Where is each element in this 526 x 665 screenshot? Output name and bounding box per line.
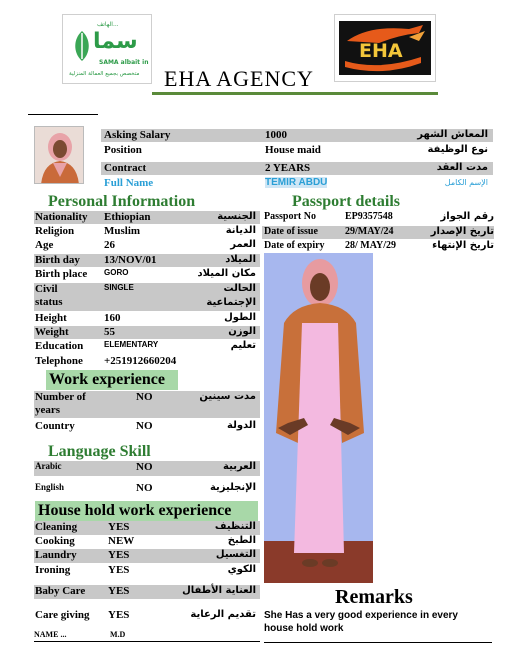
row-value: YES [108,549,130,561]
row-arabic-label: الجنسية [217,211,256,222]
sama-logo-line3: متخصص بجميع العمالة المنزلية [69,71,140,77]
row-arabic-label: التغسيل [215,549,256,560]
row-value: GORO [104,268,129,277]
remarks-text: She Has a very good experience in every house hold work [264,610,458,634]
remarks-underline [264,642,492,643]
row-arabic-label: الإنجليزية [209,482,256,493]
row-label: Date of expiry [264,240,325,251]
row-label: Care giving [35,609,90,621]
row-label-line2: status [35,296,63,308]
row-arabic-label: الحالت [223,283,256,294]
row-arabic-label: التنظيف [214,521,256,532]
row-arabic-label: العربية [223,461,256,472]
passport-details-title: Passport details [292,193,400,210]
sama-logo [62,14,152,84]
name-footer-value: M.D [110,630,126,639]
row-value: Ethiopian [104,211,151,223]
row-arabic-label: العمر [230,239,256,250]
row-label: Birth place [35,268,88,280]
row-label: Birth day [35,254,80,266]
sama-logo-line1: الهاتف... [97,21,119,28]
work-experience-title: Work experience [49,371,165,388]
row-value: NEW [108,535,135,547]
row-value: 160 [104,312,121,324]
row-arabic-label: الدولة [227,420,256,431]
footer-line [34,641,260,642]
row-arabic-label: رقم الجواز [440,211,494,222]
row-arabic-label: الكوي [227,564,256,575]
full-name-ar: الإسم الكامل [444,178,488,187]
row-label: Baby Care [35,585,86,597]
row-value: NO [136,420,153,432]
personal-info-title: Personal Information [48,193,196,210]
language-skill-title: Language Skill [48,443,151,460]
row-arabic-label: تاريخ الإنتهاء [432,240,494,251]
row-value: Muslim [104,225,141,237]
row-arabic-label: الوزن [228,326,256,337]
row-value: 26 [104,239,115,251]
contract-label: Contract [104,162,147,174]
full-name-label: Full Name [104,177,154,189]
position-ar: نوع الوظيفة [427,144,488,155]
row-value: 13/NOV/01 [104,254,157,266]
row-label: Religion [35,225,75,237]
row-label: Nationality [35,211,88,223]
household-header [35,501,258,521]
row-value: NO [136,461,153,473]
position-label: Position [104,144,142,156]
row-label: English [35,482,65,492]
header-underline [152,92,438,95]
row-value: +251912660204 [104,355,177,367]
row-value: 29/MAY/24 [345,226,394,237]
row-value: ELEMENTARY [104,340,159,349]
row-value: YES [108,521,130,533]
row-label: Number of [35,391,86,403]
name-footer-label: NAME ... [34,630,67,639]
row-value: EP9357548 [345,211,393,222]
row-arabic-label: الميلاد [225,254,256,265]
contract-value: 2 YEARS [265,162,311,174]
row-label: Passport No [264,211,316,222]
full-name-value: TEMIR ABDU [265,177,328,188]
row-label: Education [35,340,84,352]
sama-logo-line2: SAMA albait in [99,59,149,66]
asking-salary-ar: المعاش الشهر [417,129,488,140]
row-value: YES [108,585,130,597]
row-label: Cleaning [35,521,78,533]
position-value: House maid [265,144,321,156]
asking-salary-label: Asking Salary [104,129,171,141]
row-value: 55 [104,326,115,338]
row-value: NO [136,482,153,494]
row-label: Laundry [35,549,77,561]
row-arabic-label: الطول [224,312,256,323]
asking-salary-value: 1000 [265,129,287,141]
row-label: Telephone [35,355,83,367]
row-arabic-label: تعليم [230,340,256,351]
eha-plane-icon [339,21,431,75]
row-label: Date of issue [264,226,318,237]
row-arabic-label: الطبخ [227,535,256,546]
row-value: YES [108,564,130,576]
full-body-photo [264,253,373,583]
leaf-icon [71,29,93,63]
row-value: YES [108,609,130,621]
row-arabic-label: تاريخ الإصدار [430,226,494,237]
work-experience-header [46,370,178,390]
agency-title: EHA AGENCY [164,66,314,91]
small-photo [34,126,84,184]
row-value: NO [136,391,153,403]
sama-logo-arabic: سما [93,29,138,54]
row-arabic-label: مكان الميلاد [197,268,256,279]
eha-logo-text: EHA [359,40,403,62]
row-value: 28/ MAY/29 [345,240,397,251]
row-arabic-label: تقديم الرعاية [190,609,256,620]
row-arabic-label: مدت سينين [199,391,256,402]
eha-logo [334,14,436,82]
row-label-line2: years [35,404,61,416]
row-label: Civil [35,283,58,295]
row-label: Weight [35,326,69,338]
row-arabic-label: العناية الأطفال [182,585,256,596]
remarks-title: Remarks [335,586,413,608]
row-arabic-label: الديانة [225,225,256,236]
row-label: Cooking [35,535,75,547]
household-title: House hold work experience [38,502,232,519]
row-value: SINGLE [104,283,134,292]
row-label: Age [35,239,54,251]
row-arabic-label-line2: الإجتماعية [206,297,256,308]
row-label: Arabic [35,461,62,471]
contract-ar: مدت العقد [436,162,488,173]
row-label: Country [35,420,75,432]
top-divider [28,114,98,115]
row-label: Ironing [35,564,71,576]
row-label: Height [35,312,67,324]
